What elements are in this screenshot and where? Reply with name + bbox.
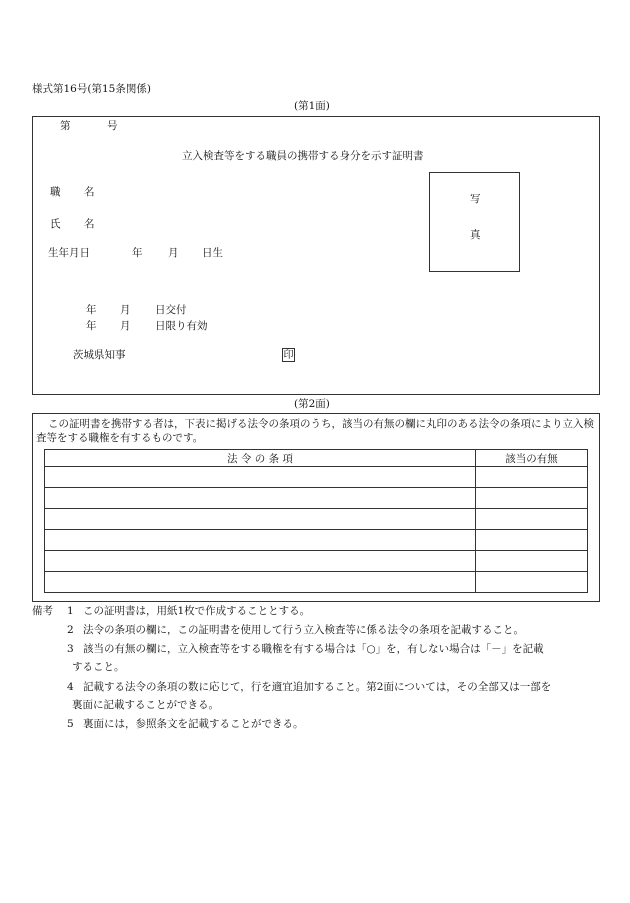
note-number: 3: [67, 643, 74, 655]
note-text: 裏面には，参照条文を記載することができる。: [83, 718, 304, 730]
issue-year: 年: [86, 304, 97, 316]
applicable-cell[interactable]: [476, 572, 588, 593]
applicable-cell[interactable]: [476, 530, 588, 551]
note-text-continued: すること。: [72, 661, 125, 673]
number-label-go: 号: [107, 120, 118, 132]
valid-month: 月: [120, 320, 131, 332]
table-row: [45, 572, 588, 593]
note-number: 2: [67, 624, 74, 636]
valid-year: 年: [86, 320, 97, 332]
issuer: 茨城県知事: [73, 349, 126, 361]
law-cell[interactable]: [45, 488, 476, 509]
face2-label: (第2面): [294, 398, 330, 410]
law-cell[interactable]: [45, 572, 476, 593]
law-table-header-row: [45, 450, 588, 467]
certificate-title: 立入検査等をする職員の携帯する身分を示す証明書: [182, 150, 424, 162]
birth-label: 生年月日: [48, 247, 90, 259]
birth-year: 年: [132, 247, 143, 259]
photo-box: [429, 172, 520, 272]
table-row: [45, 530, 588, 551]
seal-mark: 印: [283, 350, 294, 361]
post-label-1: 職: [50, 186, 61, 198]
birth-suffix: 日生: [202, 247, 223, 259]
note-number: 1: [67, 605, 74, 617]
table-row: [45, 509, 588, 530]
applicable-header: 該当の有無: [476, 450, 588, 467]
law-header: 法 令 の 条 項: [45, 450, 476, 467]
applicable-cell[interactable]: [476, 551, 588, 572]
table-row: [45, 488, 588, 509]
note-number: 5: [67, 718, 74, 730]
law-cell[interactable]: [45, 551, 476, 572]
law-table: [44, 449, 588, 593]
form-number: 様式第16号(第15条関係): [32, 83, 151, 95]
applicable-cell[interactable]: [476, 488, 588, 509]
birth-month: 月: [168, 247, 179, 259]
note-text: 法令の条項の欄に，この証明書を使用して行う立入検査等に係る法令の条項を記載すること。: [83, 624, 524, 636]
law-cell[interactable]: [45, 467, 476, 488]
note-number: 4: [67, 681, 74, 693]
law-cell[interactable]: [45, 509, 476, 530]
face1-label: (第1面): [294, 100, 330, 112]
face2-intro: この証明書を携帯する者は，下表に掲げる法令の条項のうち，該当の有無の欄に丸印のある法令の条項により立入検査等をする職権を有するものです。: [36, 418, 594, 444]
note-text-continued: 裏面に記載することができる。: [72, 699, 219, 711]
note-text: 記載する法令の条項の数に応じて，行を適宜追加すること。第2面については，その全部又は一部を: [83, 681, 552, 693]
photo-label-2: 真: [470, 229, 481, 241]
note-text: この証明書は，用紙1枚で作成することとする。: [83, 605, 311, 617]
name-label-2: 名: [84, 218, 95, 230]
valid-suffix: 日限り有効: [155, 320, 208, 332]
note-text: 該当の有無の欄に，立入検査等をする職権を有する場合は「○」を，有しない場合は「－」を記載: [83, 643, 544, 655]
issue-suffix: 日交付: [155, 304, 187, 316]
number-label-dai: 第: [60, 120, 71, 132]
law-cell[interactable]: [45, 530, 476, 551]
photo-label-1: 写: [470, 193, 481, 205]
applicable-cell[interactable]: [476, 509, 588, 530]
post-label-2: 名: [84, 186, 95, 198]
table-row: [45, 467, 588, 488]
applicable-cell[interactable]: [476, 467, 588, 488]
table-row: [45, 551, 588, 572]
issue-month: 月: [120, 304, 131, 316]
name-label-1: 氏: [50, 218, 61, 230]
notes-label: 備考: [32, 605, 53, 617]
